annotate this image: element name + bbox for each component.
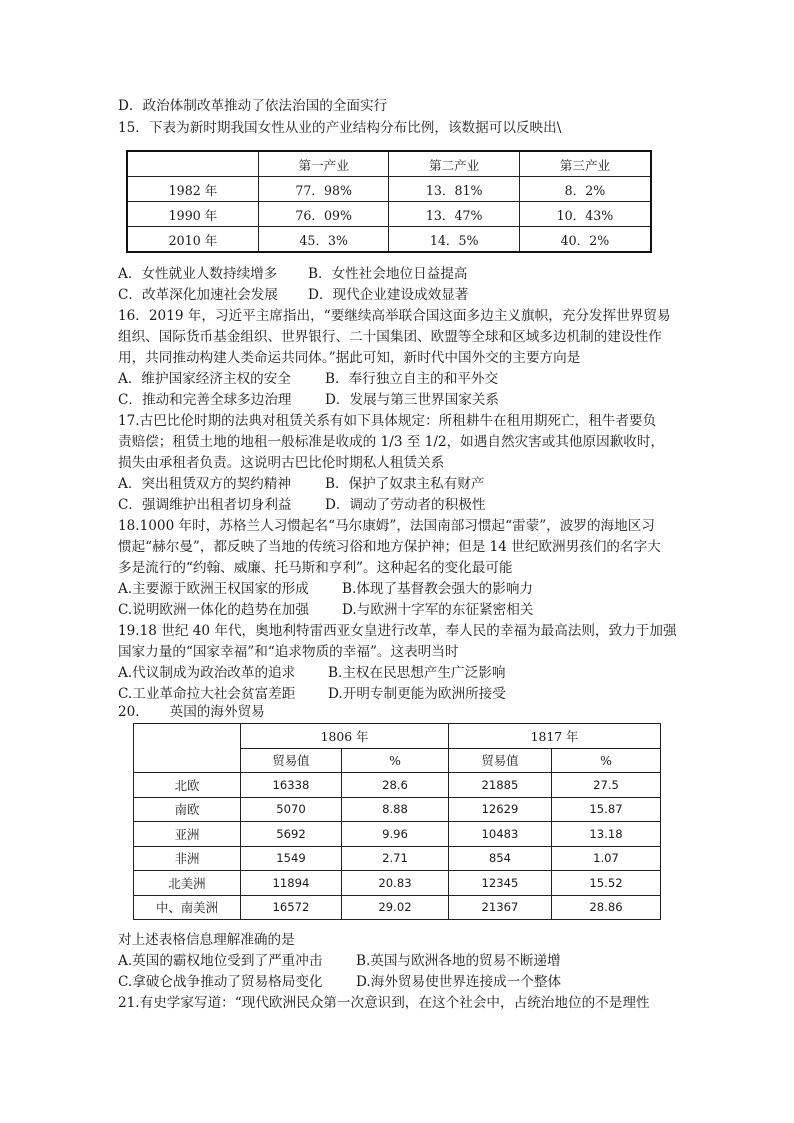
q19-stem-line: 19.18 世纪 40 年代，奥地利特雷西亚女皇进行改革，奉人民的幸福为最高法则，致力于加强 (118, 623, 677, 639)
table-header: 第三产业 (519, 151, 651, 177)
q15-option-c: C．改革深化加速社会发展 (118, 287, 278, 303)
table-header-row (134, 724, 661, 749)
q17-stem-line: 17.古巴比伦时期的法典对租赁关系有如下具体规定：所租耕牛在租用期死亡，租牛者要负 (118, 413, 657, 429)
table-cell: 5692 (241, 822, 342, 847)
table-cell: 2010 年 (127, 227, 259, 253)
q16-option-c: C．推动和完善全球多边治理 (118, 392, 292, 408)
table-row (127, 202, 651, 227)
q19-option-c: C.工业革命拉大社会贫富差距 (118, 686, 296, 702)
q16-option-a: A．维护国家经济主权的安全 (118, 371, 291, 387)
table-cell (127, 151, 259, 177)
table-header-row (127, 151, 651, 177)
q19-option-d: D.开明专制更能为欧洲所接受 (328, 686, 506, 702)
table-cell: 北美洲 (134, 871, 241, 896)
table-row (134, 846, 661, 871)
q20-title-line (118, 702, 688, 722)
table-cell: 12345 (449, 871, 552, 896)
table-cell: 南欧 (134, 797, 241, 822)
q17-stem-line: 责赔偿；租赁土地的地租一般标准是收成的 1/3 至 1/2，如遇自然灾害或其他原因歉收时， (118, 434, 665, 450)
q17-option-c: C．强调维护出租者切身利益 (118, 497, 292, 513)
q20-option-b: B.英国与欧洲各地的贸易不断递增 (356, 953, 561, 969)
q20-options-cd (118, 972, 688, 992)
q17-option-b: B．保护了奴隶主私有财产 (325, 476, 485, 492)
q15-stem: 15．下表为新时期我国女性从业的产业结构分布比例，该数据可以反映出\ (118, 120, 562, 136)
table-header: 1806 年 (241, 724, 449, 749)
q16-stem-line: 组织、国际货币基金组织、世界银行、二十国集团、欧盟等全球和区域多边机制的建设性作 (118, 329, 662, 345)
table-cell: 10．43% (519, 202, 651, 227)
table-row (134, 871, 661, 896)
q18-stem-line: 18.1000 年时，苏格兰人习惯起名“马尔康姆”，法国南部习惯起“雷蒙”，波罗的海地区习 (118, 518, 655, 534)
q16-stem-line: 用，共同推动构建人类命运共同体。”据此可知，新时代中国外交的主要方向是 (118, 350, 581, 366)
q18-stem-line: 惯起“赫尔曼”，都反映了当地的传统习俗和地方保护神；但是 14 世纪欧洲男孩们的名字大 (118, 539, 661, 555)
table-cell: 1.07 (552, 846, 661, 871)
q20-option-a: A.英国的霸权地位受到了严重冲击 (118, 953, 323, 969)
table-cell: 14．5% (389, 227, 519, 253)
q18-option-d: D.与欧洲十字军的东征紧密相关 (342, 602, 534, 618)
q19-stem-line: 国家力量的“国家幸福”和“追求物质的幸福”。这表明当时 (118, 644, 459, 660)
table-cell: 2.71 (342, 846, 449, 871)
table-cell: 28.86 (552, 895, 661, 920)
table-row (127, 227, 651, 253)
q16-option-b: B．奉行独立自主的和平外交 (325, 371, 499, 387)
q20-table (133, 723, 661, 920)
q15-option-b: B．女性社会地位日益提高 (308, 266, 468, 282)
table-cell: 13．47% (389, 202, 519, 227)
q15-options-ab (118, 264, 688, 284)
table-cell: 29.02 (342, 895, 449, 920)
table-cell: 11894 (241, 871, 342, 896)
q15-options-cd (118, 285, 688, 305)
table-row (134, 822, 661, 847)
table-cell: 9.96 (342, 822, 449, 847)
table-row (134, 895, 661, 920)
table-cell: 非洲 (134, 846, 241, 871)
table-row (127, 177, 651, 202)
table-cell: 27.5 (552, 773, 661, 798)
q15-option-a: A．女性就业人数持续增多 (118, 266, 278, 282)
q17-option-a: A．突出租赁双方的契约精神 (118, 476, 291, 492)
table-cell: 中、南美洲 (134, 895, 241, 920)
q18-option-c: C.说明欧洲一体化的趋势在加强 (118, 602, 309, 618)
q19-option-a: A.代议制成为政治改革的追求 (118, 665, 296, 681)
q20-number: 20. (118, 704, 140, 720)
table-cell: 1549 (241, 846, 342, 871)
q18-options-cd (118, 600, 688, 620)
table-header: 贸易值 (449, 748, 552, 773)
table-cell: 20.83 (342, 871, 449, 896)
q16-option-d: D．发展与第三世界国家关系 (325, 392, 500, 408)
table-cell: 45．3% (259, 227, 389, 253)
q17-options-ab (118, 474, 688, 494)
table-cell (134, 724, 241, 773)
q14-option-d: D．政治体制改革推动了依法治国的全面实行 (118, 98, 388, 114)
table-cell: 8.88 (342, 797, 449, 822)
q20-option-d: D.海外贸易使世界连接成一个整体 (356, 974, 562, 990)
table-cell: 15.52 (552, 871, 661, 896)
table-cell: 16338 (241, 773, 342, 798)
table-row (134, 773, 661, 798)
table-cell: 1982 年 (127, 177, 259, 202)
table-header: 1817 年 (449, 724, 661, 749)
q17-stem-line: 损失由承租者负责。这说明古巴比伦时期私人租赁关系 (118, 455, 445, 471)
q20-option-c: C.拿破仑战争推动了贸易格局变化 (118, 974, 323, 990)
table-cell: 5070 (241, 797, 342, 822)
table-cell: 854 (449, 846, 552, 871)
q18-option-a: A.主要源于欧洲王权国家的形成 (118, 581, 309, 597)
q19-options-ab (118, 663, 688, 683)
table-header: 第一产业 (259, 151, 389, 177)
q15-option-d: D．现代企业建设成效显著 (308, 287, 469, 303)
q16-stem-line: 16．2019 年，习近平主席指出，“要继续高举联合国这面多边主义旗帜，充分发挥世界贸易 (118, 308, 671, 324)
q21-stem-line: 21.有史学家写道：“现代欧洲民众第一次意识到，在这个社会中，占统治地位的不是理性 (118, 995, 650, 1011)
table-cell: 13.18 (552, 822, 661, 847)
table-cell: 21367 (449, 895, 552, 920)
table-cell: 8．2% (519, 177, 651, 202)
q17-option-d: D．调动了劳动者的积极性 (325, 497, 486, 513)
q16-options-ab (118, 369, 688, 389)
q15-table (126, 150, 652, 253)
table-header: 贸易值 (241, 748, 342, 773)
q17-options-cd (118, 495, 688, 515)
table-cell: 77．98% (259, 177, 389, 202)
table-cell: 北欧 (134, 773, 241, 798)
table-cell: 16572 (241, 895, 342, 920)
q19-options-cd (118, 684, 688, 704)
q20-options-ab (118, 951, 688, 971)
table-cell: 76．09% (259, 202, 389, 227)
table-cell: 1990 年 (127, 202, 259, 227)
table-cell: 13．81% (389, 177, 519, 202)
table-cell: 40．2% (519, 227, 651, 253)
q18-option-b: B.体现了基督教会强大的影响力 (342, 581, 534, 597)
table-cell: 亚洲 (134, 822, 241, 847)
table-cell: 28.6 (342, 773, 449, 798)
table-cell: 10483 (449, 822, 552, 847)
table-cell: 15.87 (552, 797, 661, 822)
table-header: % (552, 748, 661, 773)
q18-stem-line: 多是流行的“约翰、威廉、托马斯和亨利”。这种起名的变化最可能 (118, 560, 513, 576)
q20-table-title: 英国的海外贸易 (169, 704, 265, 720)
q16-options-cd (118, 390, 688, 410)
table-row (134, 797, 661, 822)
q18-options-ab (118, 579, 688, 599)
q19-option-b: B.主权在民思想产生广泛影响 (328, 665, 506, 681)
table-header: 第二产业 (389, 151, 519, 177)
table-cell: 12629 (449, 797, 552, 822)
table-cell: 21885 (449, 773, 552, 798)
table-header: % (342, 748, 449, 773)
q20-stem: 对上述表格信息理解准确的是 (118, 932, 295, 948)
